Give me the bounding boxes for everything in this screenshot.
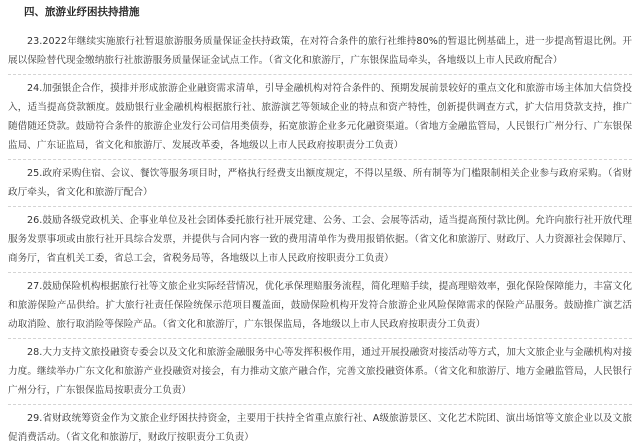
divider: [8, 272, 632, 273]
divider: [8, 404, 632, 405]
divider: [8, 74, 632, 75]
section-title: 四、旅游业纾困扶持措施: [24, 6, 140, 18]
paragraph-27: 27.鼓励保险机构根据旅行社等文旅企业实际经营情况，优化承保理赔服务流程，简化理赔手续，提高理赔效率，强化保险保障能力，丰富文化和旅游保险产品供给。扩大旅行社责任保险统保示范项目覆盖面，鼓励保险机构开发符合旅游企业风险保障需求的保险产品服务。鼓励推广演艺活动取消险、旅行取消险等保险产品。（省文化和旅游厅，广东银保监局，各地级以上市人民政府按职责分工负责）: [8, 281, 632, 330]
paragraph-28: 28.大力支持文旅投融资专委会以及文化和旅游金融服务中心等发挥积极作用，通过开展投融资对接活动等方式，加大文旅企业与金融机构对接力度。继续举办广东文化和旅游产业投融资对接会，有力推动文旅产融合作，完善文旅投融资体系。（省文化和旅游厅、地方金融监管局，人民银行广州分行，广东银保监局按职责分工负责）: [8, 347, 632, 396]
divider: [8, 206, 632, 207]
divider: [8, 159, 632, 160]
divider: [8, 338, 632, 339]
paragraph-29: 29.省财政统筹资金作为文旅企业纾困扶持资金，主要用于扶持全省重点旅行社、A级旅游景区、文化艺术院团、演出场馆等文旅企业以及文旅促消费活动。（省文化和旅游厅，财政厅按职责分工负责）: [8, 413, 632, 443]
paragraph-23: 23.2022年继续实施旅行社暂退旅游服务质量保证金扶持政策，在对符合条件的旅行社维持80%的暂退比例基础上，进一步提高暂退比例。开展以保险替代现金缴纳旅行社旅游服务质量保证金试点工作。（省文化和旅游厅，广东银保监局牵头，各地级以上市人民政府配合）: [8, 36, 632, 66]
paragraph-25: 25.政府采购住宿、会议、餐饮等服务项目时，严格执行经费支出额度规定，不得以星级、所有制等为门槛限制相关企业参与政府采购。（省财政厅牵头，省文化和旅游厅配合）: [8, 168, 632, 198]
paragraph-26: 26.鼓励各级党政机关、企事业单位及社会团体委托旅行社开展党建、公务、工会、会展等活动，适当提高预付款比例。允许向旅行社开放代理服务发票事项或由旅行社开具综合发票，并提供与合同内容一致的费用清单作为费用报销依据。（省文化和旅游厅、财政厅、人力资源社会保障厅、商务厅，省直机关工委，省总工会，省税务局等，各地级以上市人民政府按职责分工负责）: [8, 215, 632, 264]
paragraph-24: 24.加强银企合作，摸排并形成旅游企业融资需求清单，引导金融机构对符合条件的、预期发展前景较好的重点文化和旅游市场主体加大信贷投入，适当提高贷款额度。鼓励银行业金融机构根据旅行社、旅游演艺等领域企业的特点和资产特性，创新提供调查方式，扩大信用贷款支持，推广随借随还贷款。鼓励符合条件的旅游企业发行公司信用类债券，拓宽旅游企业多元化融资渠道。（省地方金融监管局，人民银行广州分行、广东银保监局、广东证监局，省文化和旅游厅、发展改革委，各地级以上市人民政府按职责分工负责）: [8, 83, 632, 151]
